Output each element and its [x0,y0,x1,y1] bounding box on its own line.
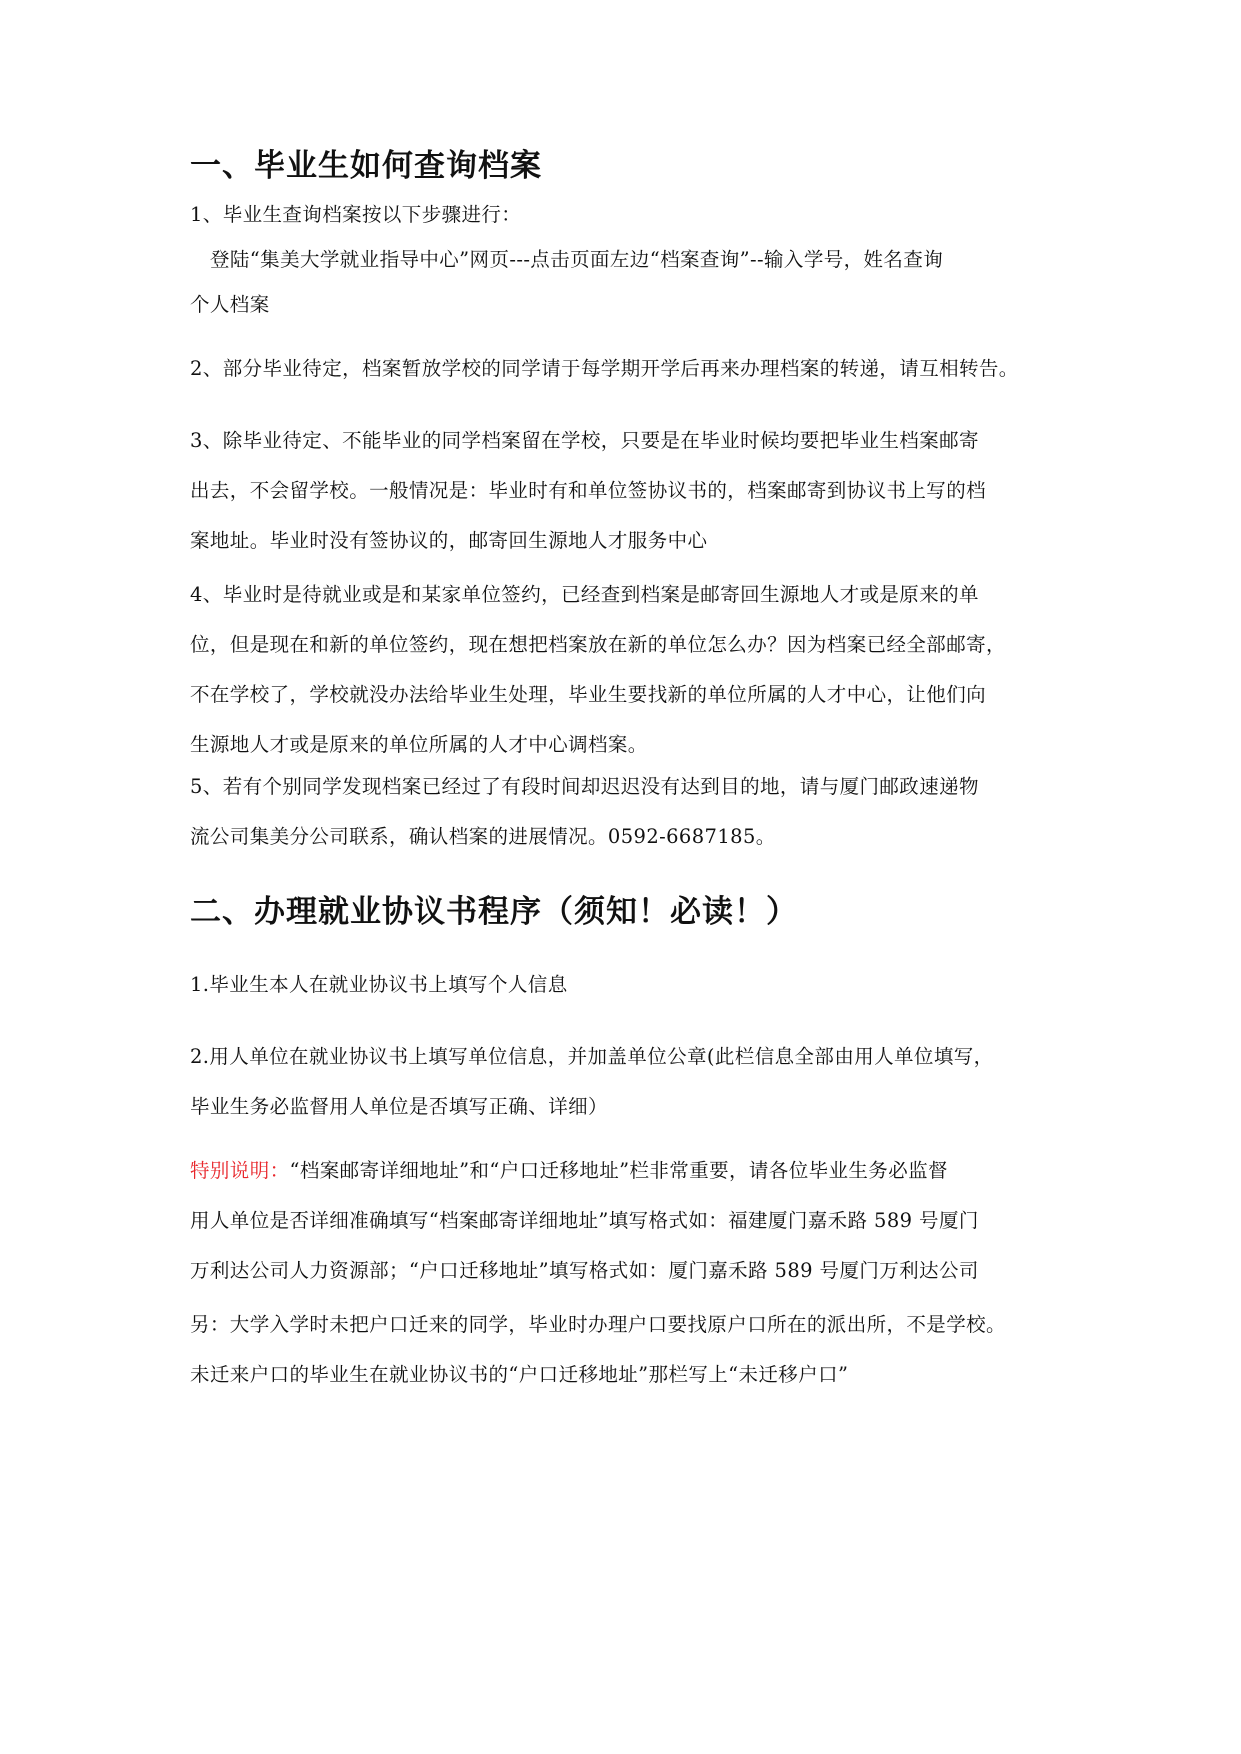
special-note [190,1146,1065,1296]
special-note-label: 特别说明： [190,1159,290,1182]
section2-step2-line1: 2.用人单位在就业协议书上填写单位信息，并加盖单位公章(此栏信息全部由用人单位填写， [190,1045,994,1068]
section2-step1 [190,960,1065,1010]
section1-step3-line1: 3、除毕业待定、不能毕业的同学档案留在学校，只要是在毕业时候均要把毕业生档案邮寄 [190,429,979,452]
section1-step4-line3: 不在学校了，学校就没办法给毕业生处理，毕业生要找新的单位所属的人才中心，让他们向 [190,683,987,706]
section1-step1-detail [190,235,1065,330]
section1-step3-line2: 出去，不会留学校。一般情况是：毕业时有和单位签协议书的，档案邮寄到协议书上写的档 [190,479,987,502]
section2-step2 [190,1032,1065,1132]
special-note-line1 [190,1146,1065,1196]
section1-step1-detail-line1: 登陆“集美大学就业指导中心”网页---点击页面左边“档案查询”--输入学号，姓名查询 [210,248,944,271]
section1-step2-text: 2、部分毕业待定，档案暂放学校的同学请于每学期开学后再来办理档案的转递，请互相转告。 [190,357,1019,380]
section1-step5-line1: 5、若有个别同学发现档案已经过了有段时间却迟迟没有达到目的地，请与厦门邮政速递物 [190,775,979,798]
section1-step4 [190,570,1065,770]
additional-note-line2: 未迁来户口的毕业生在就业协议书的“户口迁移地址”那栏写上“未迁移户口” [190,1363,849,1386]
additional-note-line1: 另：大学入学时未把户口迁来的同学，毕业时办理户口要找原户口所在的派出所，不是学校。 [190,1313,1006,1336]
section1-step1-detail-line2: 个人档案 [190,293,270,316]
section2-step2-line2: 毕业生务必监督用人单位是否填写正确、详细） [190,1095,608,1118]
section1-step4-line4: 生源地人才或是原来的单位所属的人才中心调档案。 [190,733,648,756]
section2-step1-text: 1.毕业生本人在就业协议书上填写个人信息 [190,973,568,996]
section2-title: 二、办理就业协议书程序（须知！必读！） [190,894,798,930]
section1-step5 [190,762,1065,862]
section1-title: 一、毕业生如何查询档案 [190,148,542,184]
special-note-line2: 用人单位是否详细准确填写“档案邮寄详细地址”填写格式如：福建厦门嘉禾路 589 号厦门 [190,1209,979,1232]
section1-step3 [190,416,1065,566]
section1-step2 [190,344,1065,394]
section1-step5-line2: 流公司集美分公司联系，确认档案的进展情况。0592-6687185。 [190,825,776,848]
section1-step3-line3: 案地址。毕业时没有签协议的，邮寄回生源地人才服务中心 [190,529,708,552]
section1-step4-line2: 位，但是现在和新的单位签约，现在想把档案放在新的单位怎么办？因为档案已经全部邮寄， [190,633,1006,656]
section1-step4-line1: 4、毕业时是待就业或是和某家单位签约，已经查到档案是邮寄回生源地人才或是原来的单 [190,583,979,606]
special-note-line1-text: “档案邮寄详细地址”和“户口迁移地址”栏非常重要，请各位毕业生务必监督 [289,1159,948,1182]
document-page [190,0,1065,1754]
special-note-line3: 万利达公司人力资源部；“户口迁移地址”填写格式如：厦门嘉禾路 589 号厦门万利达公司 [190,1259,979,1282]
section1-step1-text: 1、毕业生查询档案按以下步骤进行： [190,203,522,226]
section1-step1 [190,190,1065,240]
additional-note [190,1300,1065,1400]
